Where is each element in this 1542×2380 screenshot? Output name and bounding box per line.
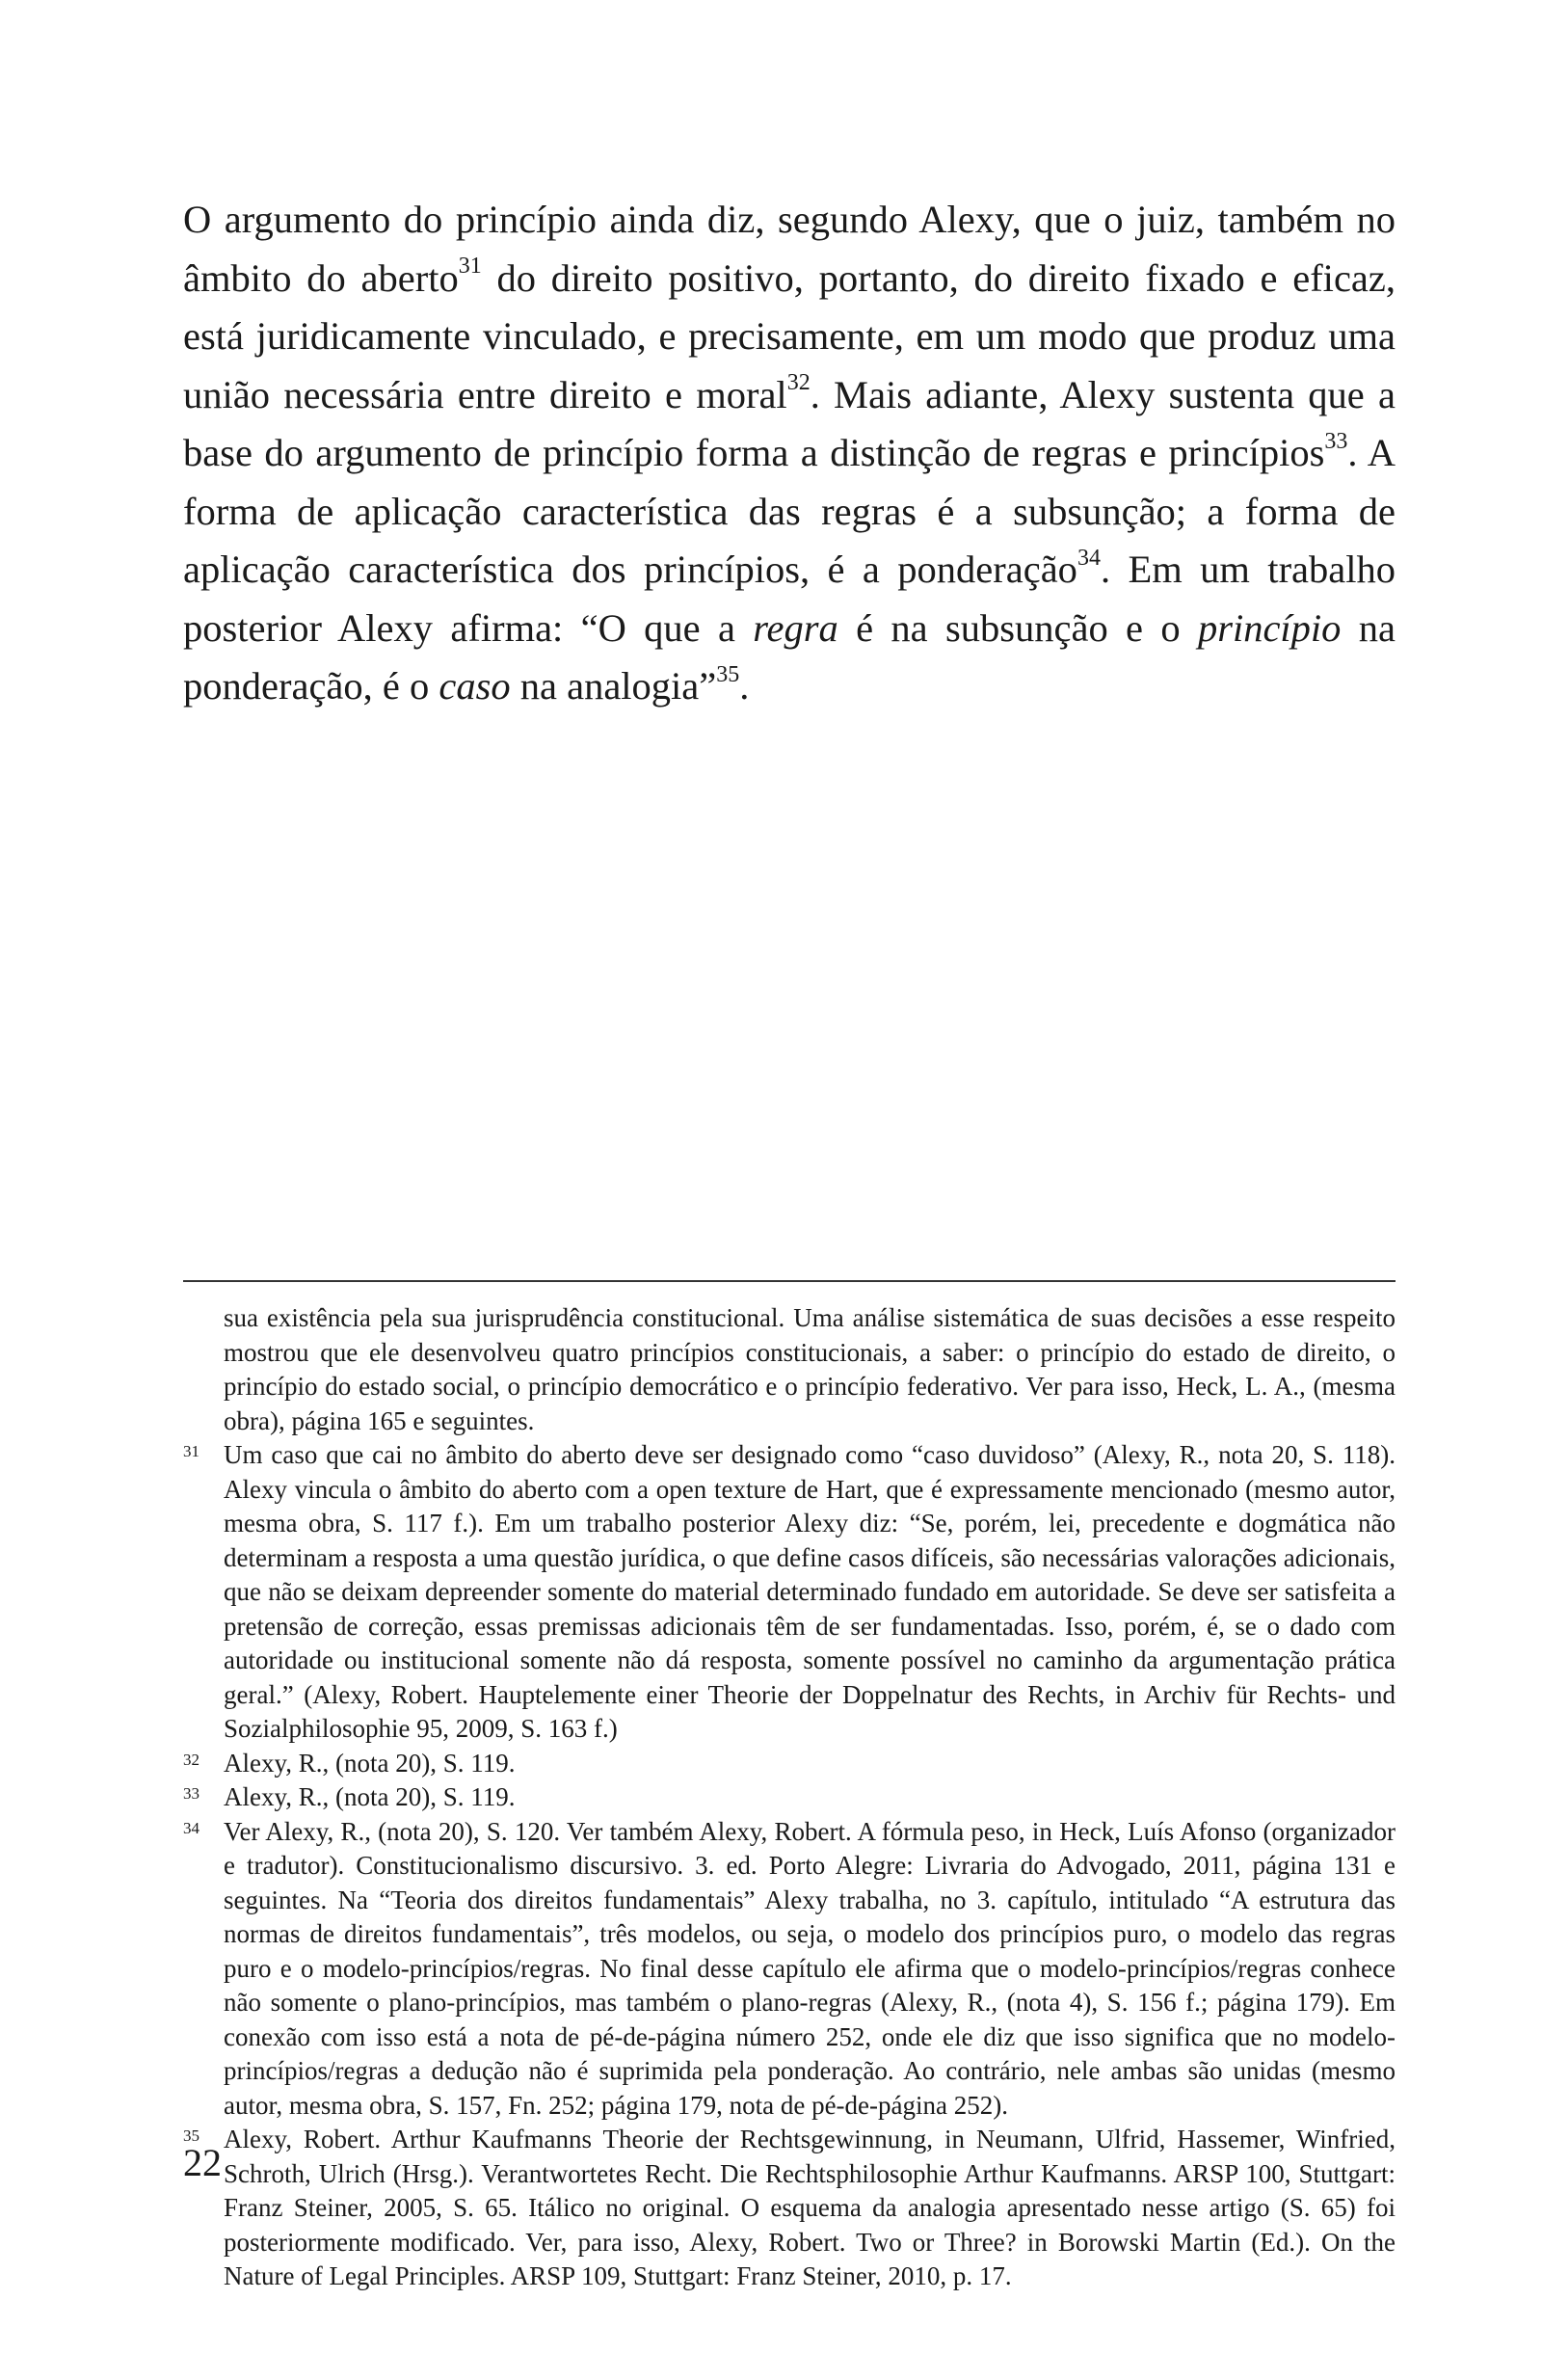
footnote-text: sua existência pela sua jurisprudência constitucional. Uma análise sistemática de suas decisões a esse respeito mostrou que ele desenvolveu quatro princípios constitucionais, a saber: o princípio do estado de direito, o princípio do estado social, o princípio democrático e o princípio federativo. Ver para isso, Heck, L. A., (mesma obra), página 165 e seguintes. (224, 1303, 1396, 1435)
footnote-ref-31[interactable]: 31 (458, 254, 482, 279)
footnote-ref-35[interactable]: 35 (716, 661, 740, 687)
italic-term-caso: caso (439, 664, 511, 708)
body-text: . (739, 664, 750, 708)
body-text: do direito positivo, portanto, do direito fixado e eficaz, está juridicamente vinculado, e precisamente, em um modo que produz uma união necessária entre direito e moral (183, 255, 1396, 416)
body-text: é na subsunção e o (837, 605, 1198, 650)
body-text: na ponderação, é o (183, 605, 1396, 708)
footnote-text: Alexy, R., (nota 20), S. 119. (224, 1782, 516, 1811)
footnote-separator (183, 1280, 1396, 1282)
footnote-32 (183, 1747, 1396, 1781)
footnote-text: Um caso que cai no âmbito do aberto deve ser designado como “caso duvidoso” (Alexy, R., nota 20, S. 118). Alexy vincula o âmbito do aberto com a open texture de Hart, que é expressamente mencionado (mesmo autor, mesma obra, S. 117 f.). Em um trabalho posterior Alexy diz: “Se, porém, lei, precedente e dogmática não determinam a resposta a uma questão jurídica, o que define casos difíceis, são necessárias valorações adicionais, que não se deixam depreender somente do material determinado fundado em autoridade. Se deve ser satisfeita a pretensão de correção, essas premissas adicionais têm de ser fundamentadas. Isso, porém, é, se o dado com autoridade ou institucional somente não dá resposta, somente possível no caminho da argumentação prática geral.” (Alexy, Robert. Hauptelemente einer Theorie der Doppelnatur des Rechts, in Archiv für Rechts- und Sozialphilosophie 95, 2009, S. 163 f.) (224, 1440, 1396, 1743)
footnote-33 (183, 1780, 1396, 1815)
footnote-number: 31 (183, 1442, 199, 1460)
footnote-31 (183, 1438, 1396, 1747)
footnote-text: Alexy, R., (nota 20), S. 119. (224, 1748, 516, 1778)
footnote-continuation (183, 1301, 1396, 1438)
footnote-ref-33[interactable]: 33 (1324, 428, 1348, 454)
footnote-number: 35 (183, 2126, 199, 2145)
footnote-35 (183, 2123, 1396, 2294)
page-number: 22 (183, 2141, 222, 2184)
footnote-ref-32[interactable]: 32 (786, 370, 811, 395)
footnote-ref-34[interactable]: 34 (1077, 545, 1101, 571)
footnote-text: Ver Alexy, R., (nota 20), S. 120. Ver também Alexy, Robert. A fórmula peso, in Heck, Luís Afonso (organizador e tradutor). Constitucionalismo discursivo. 3. ed. Porto Alegre: Livraria do Advogado, 2011, página 131 e seguintes. Na “Teoria dos direitos fundamentais” Alexy trabalha, no 3. capítulo, intitulado “A estrutura das normas de direitos fundamentais”, três modelos, ou seja, o modelo dos princípios puro, o modelo das regras puro e o modelo-princípios/regras. No final desse capítulo ele afirma que o modelo-princípios/regras conhece não somente o plano-princípios, mas também o plano-regras (Alexy, R., (nota 4), S. 156 f.; página 179). Em conexão com isso está a nota de pé-de-página número 252, onde ele diz que isso significa que no modelo-princípios/regras a dedução não é suprimida pela ponderação. Ao contrário, nele ambas são unidas (mesmo autor, mesma obra, S. 157, Fn. 252; página 179, nota de pé-de-página 252). (224, 1816, 1396, 2120)
footnote-number: 34 (183, 1818, 199, 1837)
body-text: . A forma de aplicação característica das regras é a subsunção; a forma de aplicação característica dos princípios, é a ponderação (183, 431, 1396, 591)
footnotes-section (183, 1301, 1396, 2294)
footnote-number: 32 (183, 1750, 199, 1769)
footnote-number: 33 (183, 1784, 199, 1803)
body-paragraph (183, 191, 1396, 716)
body-text: . Em um trabalho posterior Alexy afirma: “O que a (183, 548, 1396, 650)
footnote-34 (183, 1815, 1396, 2124)
body-text: O argumento do princípio ainda diz, segundo Alexy, que o juiz, também no âmbito do aberto (183, 198, 1396, 300)
body-text: . Mais adiante, Alexy sustenta que a base do argumento de princípio forma a distinção de regras e princípios (183, 372, 1396, 474)
italic-term-principio: princípio (1197, 605, 1342, 650)
body-text: na analogia” (510, 664, 717, 708)
footnote-text: Alexy, Robert. Arthur Kaufmanns Theorie der Rechtsgewinnung, in Neumann, Ulfrid, Hassemer, Winfried, Schroth, Ulrich (Hrsg.). Verantwortetes Recht. Die Rechtsphilosophie Arthur Kaufmanns. ARSP 100, Stuttgart: Franz Steiner, 2005, S. 65. Itálico no original. O esquema da analogia apresentado nesse artigo (S. 65) foi posteriormente modificado. Ver, para isso, Alexy, Robert. Two or Three? in Borowski Martin (Ed.). On the Nature of Legal Principles. ARSP 109, Stuttgart: Franz Steiner, 2010, p. 17. (224, 2125, 1396, 2290)
italic-term-regra: regra (753, 605, 838, 650)
